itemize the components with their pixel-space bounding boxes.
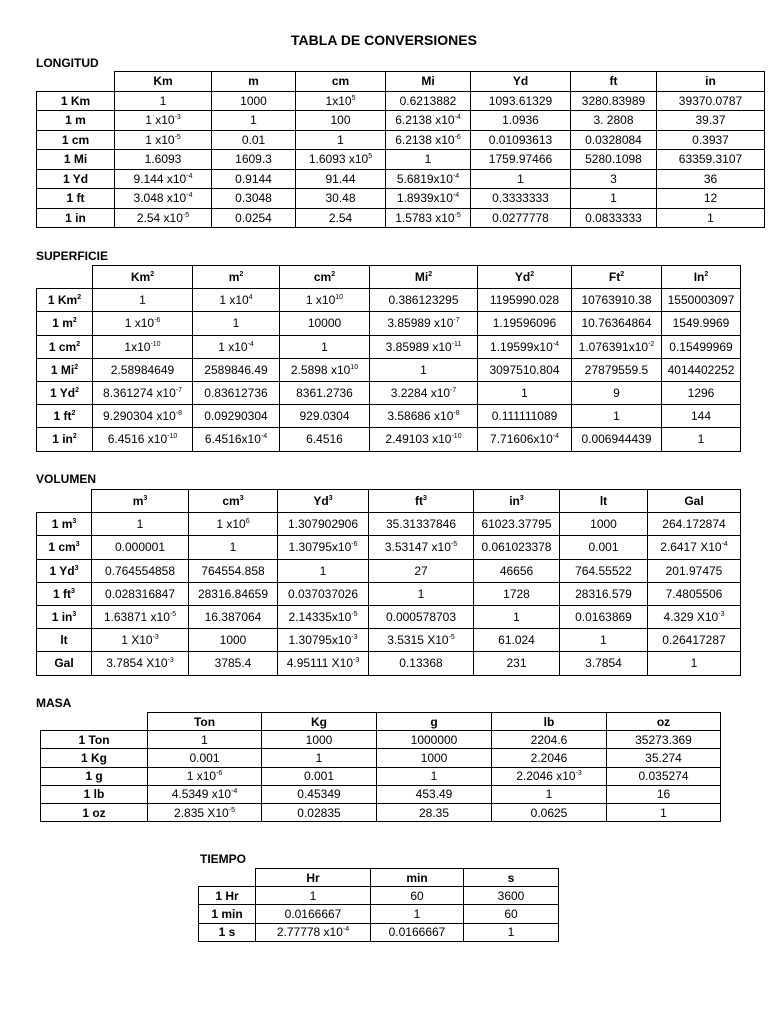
table-cell: 1 xyxy=(148,731,262,749)
table-cell: 0.26417287 xyxy=(648,629,741,652)
table-cell: 61023.37795 xyxy=(474,513,560,536)
row-label-superficie-1-in2: 1 $in^2$ xyxy=(37,428,93,451)
table-cell: 91.44 xyxy=(296,169,386,189)
table-row xyxy=(199,923,559,941)
row-label-masa-1-g: 1 g xyxy=(41,767,148,785)
column-header-masa-g: g xyxy=(377,713,492,731)
table-cell: 10000 xyxy=(280,312,370,335)
row-label-volumen-1-m3: 1 $m^3$ xyxy=(37,513,92,536)
table-cell: 3.2284 $x10^{-7}$ xyxy=(370,381,478,404)
table-cell: 1.5783 $x10^{-5}$ xyxy=(386,208,471,228)
table-cell: 1.307902906 xyxy=(278,513,369,536)
column-header-superficie-mi2: Mi$^2$ xyxy=(370,266,478,289)
table-cell: 1 xyxy=(492,785,607,803)
table-cell: 3.85989 $x10^{-11}$ xyxy=(370,335,478,358)
table-row xyxy=(37,536,741,559)
table-row xyxy=(37,111,765,131)
table-cell: $1x10^5$ xyxy=(296,91,386,111)
table-cell: 1 $x10^{-5}$ xyxy=(115,130,212,150)
table-cell: 3785.4 xyxy=(189,652,278,675)
table-cell: 2.2046 $x10^{-3}$ xyxy=(492,767,607,785)
row-label-tiempo-1-hr: 1 Hr xyxy=(199,887,256,905)
table-cell: 1 $x10^{-6}$ xyxy=(93,312,193,335)
table-cell: 0.9144 xyxy=(212,169,296,189)
table-cell: 1550003097 xyxy=(662,289,741,312)
table-row xyxy=(37,582,741,605)
table-cell: 1759.97466 xyxy=(471,150,571,170)
table-cell: $1.30795x10^{-3}$ xyxy=(278,629,369,652)
table-row xyxy=(37,91,765,111)
table-row xyxy=(41,767,721,785)
column-header-longitud-in: in xyxy=(657,72,765,92)
table-row xyxy=(41,785,721,803)
table-cell: 0.0833333 xyxy=(571,208,657,228)
table-cell: 1 xyxy=(371,905,464,923)
table-cell: 231 xyxy=(474,652,560,675)
table-cell: 60 xyxy=(464,905,559,923)
table-row xyxy=(37,629,741,652)
table-cell: 9.290304 $x10^{-8}$ xyxy=(93,405,193,428)
row-label-longitud-1-cm: 1 cm xyxy=(37,130,115,150)
table-cell: 1 xyxy=(607,803,721,821)
column-header-longitud-cm: cm xyxy=(296,72,386,92)
table-cell: 0.01093613 xyxy=(471,130,571,150)
table-cell: 30.48 xyxy=(296,189,386,209)
table-cell: 3.85989 $x10^{-7}$ xyxy=(370,312,478,335)
table-cell: 1.6093 xyxy=(115,150,212,170)
table-cell: 1.63871 $x10^{-5}$ xyxy=(92,605,189,628)
table-cell: 39370.0787 xyxy=(657,91,765,111)
table-cell: 60 xyxy=(371,887,464,905)
table-cell: 6.2138 $x10^{-4}$ xyxy=(386,111,471,131)
table-cell: $1.8939x10^{-4}$ xyxy=(386,189,471,209)
table-cell: $6.4516x10^{-4}$ xyxy=(193,428,280,451)
table-cell: 1 xyxy=(572,405,662,428)
table-cell: 0.0277778 xyxy=(471,208,571,228)
row-label-volumen-1-cm3: 1 $cm^3$ xyxy=(37,536,92,559)
section-label-longitud: LONGITUD xyxy=(36,56,99,70)
table-cell: 1 xyxy=(262,749,377,767)
table-cell: 3. 2808 xyxy=(571,111,657,131)
table-row xyxy=(199,905,559,923)
table-cell: 1 xyxy=(571,189,657,209)
row-label-superficie-1-ft2: 1 $ft^2$ xyxy=(37,405,93,428)
table-cell: 0.02835 xyxy=(262,803,377,821)
row-label-volumen-1-ft3: 1 $ft^3$ xyxy=(37,582,92,605)
table-row xyxy=(37,130,765,150)
table-cell: 1 $x10^4$ xyxy=(193,289,280,312)
table-cell: 1 xyxy=(369,582,474,605)
table-cell: 0.6213882 xyxy=(386,91,471,111)
column-header-volumen-yd3: Yd$^3$ xyxy=(278,490,369,513)
table-cell: 1 xyxy=(377,767,492,785)
corner-cell xyxy=(41,713,148,731)
table-row xyxy=(37,169,765,189)
table-cell: 0.006944439 xyxy=(572,428,662,451)
column-header-longitud-mi: Mi xyxy=(386,72,471,92)
column-header-volumen-m3: $m^3$ xyxy=(92,490,189,513)
section-label-masa: MASA xyxy=(36,696,72,710)
table-cell: 0.386123295 xyxy=(370,289,478,312)
table-cell: 100 xyxy=(296,111,386,131)
table-cell: 1 xyxy=(193,312,280,335)
table-cell: 0.061023378 xyxy=(474,536,560,559)
column-header-volumen-lt: lt xyxy=(560,490,648,513)
row-label-volumen-lt: lt xyxy=(37,629,92,652)
table-cell: 2.6417 $X10^{-4}$ xyxy=(648,536,741,559)
table-cell: 0.001 xyxy=(262,767,377,785)
table-row xyxy=(41,803,721,821)
table-row xyxy=(37,559,741,582)
table-cell: 1.6093 $x10^5$ xyxy=(296,150,386,170)
table-volumen xyxy=(36,489,741,676)
table-row xyxy=(37,428,741,451)
row-label-tiempo-1-s: 1 s xyxy=(199,923,256,941)
row-label-volumen-1-yd3: 1 Yd$^3$ xyxy=(37,559,92,582)
table-cell: 0.45349 xyxy=(262,785,377,803)
column-header-masa-ton: Ton xyxy=(148,713,262,731)
table-cell: 1 xyxy=(370,358,478,381)
table-cell: 1 xyxy=(278,559,369,582)
table-cell: 1 xyxy=(212,111,296,131)
table-cell: 1 xyxy=(296,130,386,150)
table-cell: 1 xyxy=(560,629,648,652)
table-cell: 1 xyxy=(657,208,765,228)
row-label-longitud-1-ft: 1 ft xyxy=(37,189,115,209)
header-row xyxy=(37,490,741,513)
table-cell: 35.31337846 xyxy=(369,513,474,536)
table-cell: 0.0163869 xyxy=(560,605,648,628)
row-label-superficie-1-cm2: 1 $cm^2$ xyxy=(37,335,93,358)
table-cell: 1 xyxy=(189,536,278,559)
table-cell: 3.048 $x10^{-4}$ xyxy=(115,189,212,209)
table-cell: 2.2046 xyxy=(492,749,607,767)
table-cell: 764.55522 xyxy=(560,559,648,582)
table-cell: 2.5898 $x10^{10}$ xyxy=(280,358,370,381)
table-cell: 4.95111 $X10^{-3}$ xyxy=(278,652,369,675)
table-cell: 0.3333333 xyxy=(471,189,571,209)
table-cell: 28316.84659 xyxy=(189,582,278,605)
table-cell: 1 xyxy=(464,923,559,941)
table-row xyxy=(37,289,741,312)
table-row xyxy=(37,605,741,628)
table-cell: 1 $x10^{-3}$ xyxy=(115,111,212,131)
table-cell: 1 xyxy=(478,381,572,404)
table-cell: 453.49 xyxy=(377,785,492,803)
table-cell: $5.6819x10^{-4}$ xyxy=(386,169,471,189)
row-label-longitud-1-mi: 1 Mi xyxy=(37,150,115,170)
column-header-tiempo-s: s xyxy=(464,869,559,887)
column-header-superficie-cm2: $cm^2$ xyxy=(280,266,370,289)
row-label-masa-1-kg: 1 Kg xyxy=(41,749,148,767)
table-cell: 1000 xyxy=(262,731,377,749)
table-cell: 1 xyxy=(471,169,571,189)
table-cell: 27879559.5 xyxy=(572,358,662,381)
table-cell: 1 $X10^{-3}$ xyxy=(92,629,189,652)
table-cell: 28.35 xyxy=(377,803,492,821)
table-cell: 1 xyxy=(115,91,212,111)
table-cell: 1 $x10^{10}$ xyxy=(280,289,370,312)
table-cell: 61.024 xyxy=(474,629,560,652)
table-cell: 1 xyxy=(662,428,741,451)
table-cell: 36 xyxy=(657,169,765,189)
header-row xyxy=(41,713,721,731)
table-cell: 39.37 xyxy=(657,111,765,131)
table-cell: 2.835 $X10^{-5}$ xyxy=(148,803,262,821)
table-cell: 16 xyxy=(607,785,721,803)
table-cell: 2.54 xyxy=(296,208,386,228)
corner-cell xyxy=(37,490,92,513)
table-cell: 201.97475 xyxy=(648,559,741,582)
table-cell: 35273.369 xyxy=(607,731,721,749)
table-cell: 5280.1098 xyxy=(571,150,657,170)
table-cell: 1 $x10^6$ xyxy=(189,513,278,536)
table-cell: 1 xyxy=(256,887,371,905)
table-cell: 4.5349 $x10^{-4}$ xyxy=(148,785,262,803)
table-cell: 1000 xyxy=(377,749,492,767)
table-cell: 1549.9969 xyxy=(662,312,741,335)
table-row xyxy=(41,731,721,749)
table-row xyxy=(37,381,741,404)
table-cell: 929.0304 xyxy=(280,405,370,428)
column-header-masa-lb: lb xyxy=(492,713,607,731)
corner-cell xyxy=(37,266,93,289)
corner-cell xyxy=(37,72,115,92)
table-cell: 6.4516 $x10^{-10}$ xyxy=(93,428,193,451)
table-cell: 1 xyxy=(386,150,471,170)
table-cell: $1.30795x10^{-6}$ xyxy=(278,536,369,559)
row-label-volumen-1-in3: 1 $in^3$ xyxy=(37,605,92,628)
table-cell: 1195990.028 xyxy=(478,289,572,312)
table-cell: 1 $x10^{-6}$ xyxy=(148,767,262,785)
table-cell: 1 xyxy=(92,513,189,536)
table-cell: 3097510.804 xyxy=(478,358,572,381)
header-row xyxy=(37,72,765,92)
table-cell: 0.13368 xyxy=(369,652,474,675)
column-header-superficie-yd2: Yd$^2$ xyxy=(478,266,572,289)
column-header-longitud-m: m xyxy=(212,72,296,92)
table-cell: 9 xyxy=(572,381,662,404)
table-cell: 35.274 xyxy=(607,749,721,767)
column-header-longitud-ft: ft xyxy=(571,72,657,92)
table-row xyxy=(37,513,741,536)
header-row xyxy=(37,266,741,289)
table-cell: 0.0328084 xyxy=(571,130,657,150)
column-header-longitud-km: Km xyxy=(115,72,212,92)
column-header-superficie-m2: $m^2$ xyxy=(193,266,280,289)
table-masa xyxy=(40,712,721,822)
table-cell: 0.3937 xyxy=(657,130,765,150)
table-cell: 0.111111089 xyxy=(478,405,572,428)
table-row xyxy=(199,887,559,905)
table-cell: 12 xyxy=(657,189,765,209)
table-cell: 27 xyxy=(369,559,474,582)
table-cell: 1296 xyxy=(662,381,741,404)
table-cell: 1.0936 xyxy=(471,111,571,131)
column-header-tiempo-min: min xyxy=(371,869,464,887)
table-cell: 144 xyxy=(662,405,741,428)
row-label-tiempo-1-min: 1 min xyxy=(199,905,256,923)
row-label-longitud-1-m: 1 m xyxy=(37,111,115,131)
table-cell: 3.58686 $x10^{-8}$ xyxy=(370,405,478,428)
table-cell: 2589846.49 xyxy=(193,358,280,381)
table-cell: 3 xyxy=(571,169,657,189)
corner-cell xyxy=(199,869,256,887)
table-cell: 0.15499969 xyxy=(662,335,741,358)
table-cell: 0.000001 xyxy=(92,536,189,559)
table-cell: 0.764554858 xyxy=(92,559,189,582)
table-cell: 3.7854 xyxy=(560,652,648,675)
row-label-superficie-1-yd2: 1 Yd$^2$ xyxy=(37,381,93,404)
table-cell: 0.035274 xyxy=(607,767,721,785)
header-row xyxy=(199,869,559,887)
section-label-superficie: SUPERFICIE xyxy=(36,249,109,263)
column-header-superficie-ft2: Ft$^2$ xyxy=(572,266,662,289)
table-cell: 1 xyxy=(280,335,370,358)
table-cell: 8361.2736 xyxy=(280,381,370,404)
table-cell: 1.19596096 xyxy=(478,312,572,335)
row-label-volumen-gal: Gal xyxy=(37,652,92,675)
column-header-superficie-km2: Km$^2$ xyxy=(93,266,193,289)
page-title: TABLA DE CONVERSIONES xyxy=(291,32,477,48)
table-cell: 1728 xyxy=(474,582,560,605)
table-cell: 764554.858 xyxy=(189,559,278,582)
table-cell: 0.83612736 xyxy=(193,381,280,404)
table-cell: 0.0166667 xyxy=(256,905,371,923)
table-cell: 0.0166667 xyxy=(371,923,464,941)
row-label-superficie-1-m2: 1 $m^2$ xyxy=(37,312,93,335)
section-label-tiempo: TIEMPO xyxy=(200,852,247,866)
row-label-masa-1-oz: 1 oz xyxy=(41,803,148,821)
table-longitud xyxy=(36,71,765,228)
table-cell: 0.037037026 xyxy=(278,582,369,605)
table-cell: 0.01 xyxy=(212,130,296,150)
table-cell: 4.329 $X10^{-3}$ xyxy=(648,605,741,628)
table-cell: $1x10^{-10}$ xyxy=(93,335,193,358)
table-row xyxy=(37,405,741,428)
table-row xyxy=(37,358,741,381)
row-label-longitud-1-yd: 1 Yd xyxy=(37,169,115,189)
column-header-volumen-gal: Gal xyxy=(648,490,741,513)
table-cell: 0.0254 xyxy=(212,208,296,228)
table-cell: 2.77778 $x10^{-4}$ xyxy=(256,923,371,941)
table-cell: 63359.3107 xyxy=(657,150,765,170)
row-label-masa-1-ton: 1 Ton xyxy=(41,731,148,749)
row-label-masa-1-lb: 1 lb xyxy=(41,785,148,803)
table-cell: 3280.83989 xyxy=(571,91,657,111)
table-cell: 1 $x10^{-4}$ xyxy=(193,335,280,358)
column-header-longitud-yd: Yd xyxy=(471,72,571,92)
table-cell: 10.76364864 xyxy=(572,312,662,335)
table-cell: $1.076391x10^{-2}$ xyxy=(572,335,662,358)
table-cell: 1093.61329 xyxy=(471,91,571,111)
table-row xyxy=(37,150,765,170)
table-cell: $7.71606x10^{-4}$ xyxy=(478,428,572,451)
row-label-superficie-1-km2: 1 Km$^2$ xyxy=(37,289,93,312)
table-cell: 28316.579 xyxy=(560,582,648,605)
table-cell: 1 xyxy=(648,652,741,675)
row-label-longitud-1-in: 1 in xyxy=(37,208,115,228)
table-cell: 0.09290304 xyxy=(193,405,280,428)
table-cell: 264.172874 xyxy=(648,513,741,536)
column-header-tiempo-hr: Hr xyxy=(256,869,371,887)
table-cell: 8.361274 $x10^{-7}$ xyxy=(93,381,193,404)
column-header-masa-kg: Kg xyxy=(262,713,377,731)
section-label-volumen: VOLUMEN xyxy=(36,472,96,486)
table-cell: 1000 xyxy=(560,513,648,536)
table-cell: 7.4805506 xyxy=(648,582,741,605)
table-superficie xyxy=(36,265,741,452)
column-header-volumen-in3: $in^3$ xyxy=(474,490,560,513)
table-row xyxy=(37,312,741,335)
table-cell: 1 xyxy=(474,605,560,628)
table-row xyxy=(37,652,741,675)
table-cell: 2.58984649 xyxy=(93,358,193,381)
table-cell: 3.7854 $X10^{-3}$ xyxy=(92,652,189,675)
table-row xyxy=(41,749,721,767)
table-cell: 1000 xyxy=(189,629,278,652)
table-cell: 1000000 xyxy=(377,731,492,749)
table-cell: 1609.3 xyxy=(212,150,296,170)
row-label-superficie-1-mi2: 1 Mi$^2$ xyxy=(37,358,93,381)
table-row xyxy=(37,208,765,228)
table-row xyxy=(37,335,741,358)
table-cell: 3.53147 $x10^{-5}$ xyxy=(369,536,474,559)
table-cell: 46656 xyxy=(474,559,560,582)
table-cell: $2.14335x10^{-5}$ xyxy=(278,605,369,628)
row-label-longitud-1-km: 1 Km xyxy=(37,91,115,111)
table-cell: 2.54 $x10^{-5}$ xyxy=(115,208,212,228)
table-cell: 0.028316847 xyxy=(92,582,189,605)
column-header-superficie-in2: In$^2$ xyxy=(662,266,741,289)
table-row xyxy=(37,189,765,209)
table-cell: 0.000578703 xyxy=(369,605,474,628)
table-cell: 0.001 xyxy=(560,536,648,559)
table-cell: 2204.6 xyxy=(492,731,607,749)
table-tiempo xyxy=(198,868,559,942)
column-header-volumen-ft3: $ft^3$ xyxy=(369,490,474,513)
table-cell: 6.2138 $x10^{-6}$ xyxy=(386,130,471,150)
table-cell: 6.4516 xyxy=(280,428,370,451)
table-cell: 1 xyxy=(93,289,193,312)
table-cell: 0.0625 xyxy=(492,803,607,821)
table-cell: $1.19599x10^{-4}$ xyxy=(478,335,572,358)
table-cell: 0.3048 xyxy=(212,189,296,209)
column-header-masa-oz: oz xyxy=(607,713,721,731)
table-cell: 4014402252 xyxy=(662,358,741,381)
table-cell: 16.387064 xyxy=(189,605,278,628)
table-cell: 0.001 xyxy=(148,749,262,767)
table-cell: 10763910.38 xyxy=(572,289,662,312)
table-cell: 2.49103 $x10^{-10}$ xyxy=(370,428,478,451)
table-cell: 9.144 $x10^{-4}$ xyxy=(115,169,212,189)
column-header-volumen-cm3: $cm^3$ xyxy=(189,490,278,513)
table-cell: 3600 xyxy=(464,887,559,905)
table-cell: 3.5315 $X10^{-5}$ xyxy=(369,629,474,652)
table-cell: 1000 xyxy=(212,91,296,111)
